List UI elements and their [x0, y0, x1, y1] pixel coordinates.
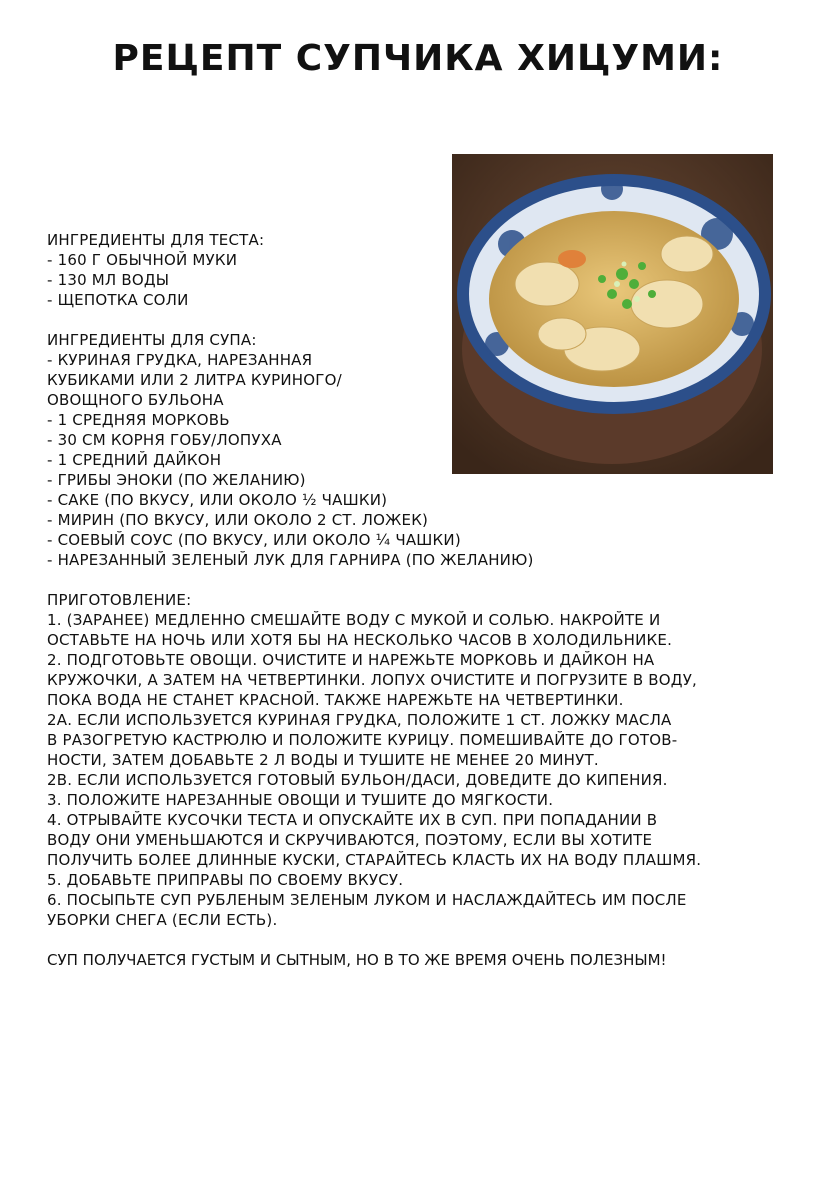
list-item: - 1 СРЕДНЯЯ МОРКОВЬ [47, 411, 230, 429]
soup-ingredients [47, 330, 534, 570]
list-item: - МИРИН (ПО ВКУСУ, ИЛИ ОКОЛО 2 СТ. ЛОЖЕК) [47, 511, 429, 529]
list-item: - 1 СРЕДНИЙ ДАЙКОН [47, 451, 222, 469]
closing-note: СУП ПОЛУЧАЕТСЯ ГУСТЫМ И СЫТНЫМ, НО В ТО ЖЕ ВРЕМЯ ОЧЕНЬ ПОЛЕЗНЫМ! [47, 951, 667, 969]
prep-line: ПОКА ВОДА НЕ СТАНЕТ КРАСНОЙ. ТАКЖЕ НАРЕЖЬТЕ НА ЧЕТВЕРТИНКИ. [47, 691, 624, 709]
list-item: - САКЕ (ПО ВКУСУ, ИЛИ ОКОЛО ½ ЧАШКИ) [47, 491, 388, 509]
prep-line: ВОДУ ОНИ УМЕНЬШАЮТСЯ И СКРУЧИВАЮТСЯ, ПОЭТОМУ, ЕСЛИ ВЫ ХОТИТЕ [47, 831, 653, 849]
list-item: - 160 Г ОБЫЧНОЙ МУКИ [47, 251, 238, 269]
page-title: РЕЦЕПТ СУПЧИКА ХИЦУМИ: [112, 38, 724, 79]
list-item: - НАРЕЗАННЫЙ ЗЕЛЕНЫЙ ЛУК ДЛЯ ГАРНИРА (ПО ЖЕЛАНИЮ) [47, 551, 534, 569]
list-item: - СОЕВЫЙ СОУС (ПО ВКУСУ, ИЛИ ОКОЛО ¼ ЧАШКИ) [47, 531, 461, 549]
list-item: - 30 СМ КОРНЯ ГОБУ/ЛОПУХА [47, 431, 282, 449]
list-item: - 130 МЛ ВОДЫ [47, 271, 170, 289]
prep-line: ОСТАВЬТЕ НА НОЧЬ ИЛИ ХОТЯ БЫ НА НЕСКОЛЬКО ЧАСОВ В ХОЛОДИЛЬНИКЕ. [47, 631, 673, 649]
prep-line: 2. ПОДГОТОВЬТЕ ОВОЩИ. ОЧИСТИТЕ И НАРЕЖЬТЕ МОРКОВЬ И ДАЙКОН НА [47, 651, 655, 669]
prep-line: ПОЛУЧИТЬ БОЛЕЕ ДЛИННЫЕ КУСКИ, СТАРАЙТЕСЬ КЛАСТЬ ИХ НА ВОДУ ПЛАШМЯ. [47, 851, 702, 869]
prep-line: КРУЖОЧКИ, А ЗАТЕМ НА ЧЕТВЕРТИНКИ. ЛОПУХ ОЧИСТИТЕ И ПОГРУЗИТЕ В ВОДУ, [47, 671, 698, 689]
prep-line: 3. ПОЛОЖИТЕ НАРЕЗАННЫЕ ОВОЩИ И ТУШИТЕ ДО МЯГКОСТИ. [47, 791, 554, 809]
prep-line: 5. ДОБАВЬТЕ ПРИПРАВЫ ПО СВОЕМУ ВКУСУ. [47, 871, 404, 889]
prep-line: 2А. ЕСЛИ ИСПОЛЬЗУЕТСЯ КУРИНАЯ ГРУДКА, ПОЛОЖИТЕ 1 СТ. ЛОЖКУ МАСЛА [47, 711, 672, 729]
list-item: - ЩЕПОТКА СОЛИ [47, 291, 189, 309]
prep-line: 2В. ЕСЛИ ИСПОЛЬЗУЕТСЯ ГОТОВЫЙ БУЛЬОН/ДАСИ, ДОВЕДИТЕ ДО КИПЕНИЯ. [47, 771, 668, 789]
list-item: КУБИКАМИ ИЛИ 2 ЛИТРА КУРИНОГО/ [47, 371, 342, 389]
dough-heading: ИНГРЕДИЕНТЫ ДЛЯ ТЕСТА: [47, 231, 265, 249]
prep-line: 6. ПОСЫПЬТЕ СУП РУБЛЕНЫМ ЗЕЛЕНЫМ ЛУКОМ И НАСЛАЖДАЙТЕСЬ ИМ ПОСЛЕ [47, 891, 687, 909]
prep-line: 1. (ЗАРАНЕЕ) МЕДЛЕННО СМЕШАЙТЕ ВОДУ С МУКОЙ И СОЛЬЮ. НАКРОЙТЕ И [47, 611, 661, 629]
preparation-steps [47, 590, 807, 930]
soup-heading: ИНГРЕДИЕНТЫ ДЛЯ СУПА: [47, 331, 257, 349]
dough-ingredients [47, 230, 264, 310]
prep-heading: ПРИГОТОВЛЕНИЕ: [47, 591, 192, 609]
list-item: ОВОЩНОГО БУЛЬОНА [47, 391, 224, 409]
prep-line: 4. ОТРЫВАЙТЕ КУСОЧКИ ТЕСТА И ОПУСКАЙТЕ ИХ В СУП. ПРИ ПОПАДАНИИ В [47, 811, 658, 829]
prep-line: УБОРКИ СНЕГА (ЕСЛИ ЕСТЬ). [47, 911, 278, 929]
list-item: - КУРИНАЯ ГРУДКА, НАРЕЗАННАЯ [47, 351, 313, 369]
prep-line: В РАЗОГРЕТУЮ КАСТРЮЛЮ И ПОЛОЖИТЕ КУРИЦУ. ПОМЕШИВАЙТЕ ДО ГОТОВ- [47, 731, 678, 749]
list-item: - ГРИБЫ ЭНОКИ (ПО ЖЕЛАНИЮ) [47, 471, 306, 489]
prep-line: НОСТИ, ЗАТЕМ ДОБАВЬТЕ 2 Л ВОДЫ И ТУШИТЕ НЕ МЕНЕЕ 20 МИНУТ. [47, 751, 599, 769]
